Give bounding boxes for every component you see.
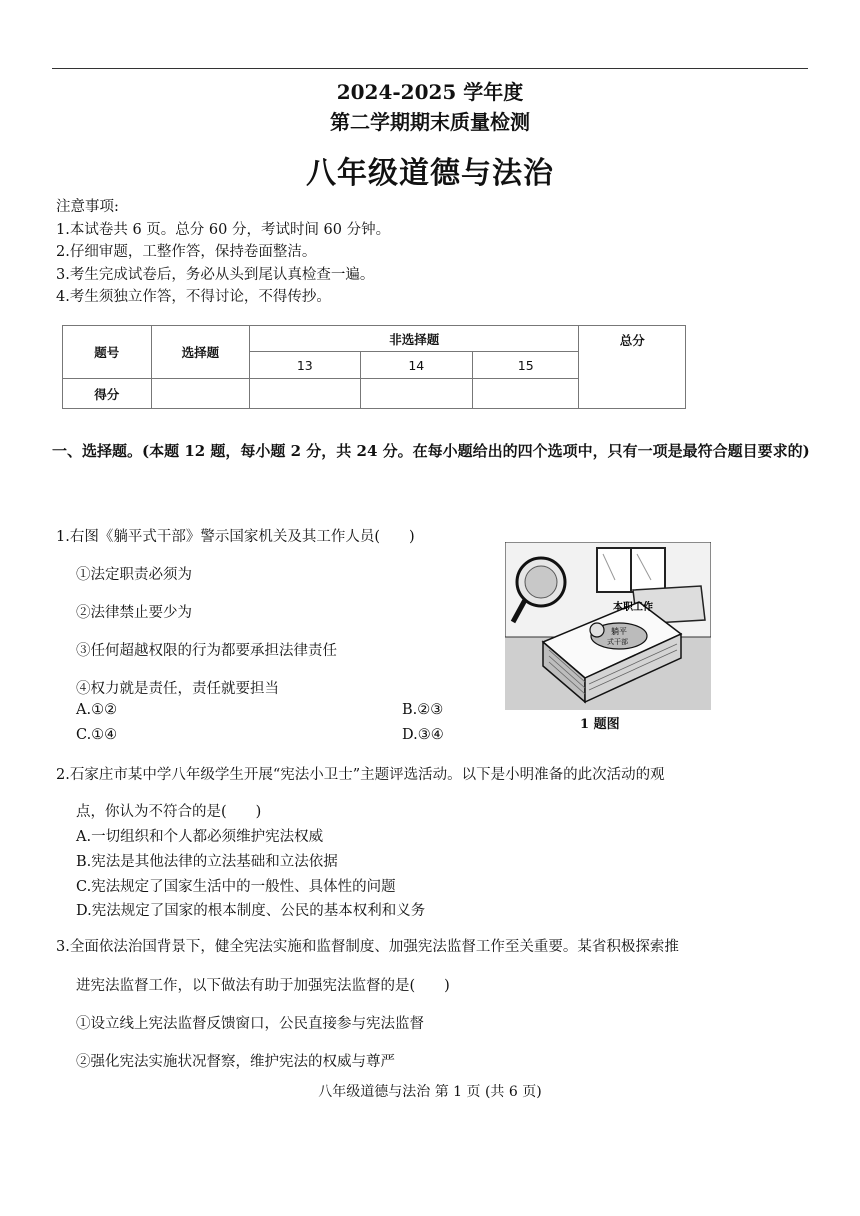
- q1-stem: 1.右图《躺平式干部》警示国家机关及其工作人员( ): [56, 529, 415, 545]
- score-cell-choice[interactable]: [151, 379, 250, 409]
- q2-option-b: B.宪法是其他法律的立法基础和立法依据: [76, 854, 338, 870]
- qnum-header: 题号: [63, 326, 152, 379]
- figure-label-duty: 本职工作: [613, 602, 653, 613]
- q3-stem-line1: 3.全面依法治国背景下，健全宪法实施和监督制度、加强宪法监督工作至关重要。某省积极探索推: [56, 939, 679, 955]
- note-item: 4.考生须独立作答，不得讨论，不得传抄。: [56, 289, 331, 305]
- q1-option-a: A.①②: [76, 702, 118, 718]
- q1-item-3: ③任何超越权限的行为都要承担法律责任: [76, 643, 337, 659]
- subject-title: 八年级道德与法治: [306, 156, 554, 191]
- section-1-title: 一、选择题。(本题 12 题，每小题 2 分，共 24 分。在每小题给出的四个选项中，只有一项是最符合题目要求的): [52, 442, 810, 460]
- score-cell-15[interactable]: [473, 379, 579, 409]
- page-footer: 八年级道德与法治 第 1 页 (共 6 页): [318, 1084, 542, 1100]
- q2-option-c: C.宪法规定了国家生活中的一般性、具体性的问题: [76, 879, 396, 895]
- score-cell-14[interactable]: [360, 379, 472, 409]
- q1-option-d: D.③④: [402, 727, 444, 743]
- figure-label-lying: 躺平: [611, 627, 627, 636]
- note-item: 2.仔细审题，工整作答，保持卷面整洁。: [56, 244, 317, 260]
- exam-title: 第二学期期末质量检测: [330, 110, 530, 134]
- q3-item-1: ①设立线上宪法监督反馈窗口，公民直接参与宪法监督: [76, 1016, 424, 1032]
- cartoon-figure: [505, 542, 711, 710]
- q1-item-1: ①法定职责必须为: [76, 567, 192, 583]
- q1-option-b: B.②③: [402, 702, 444, 718]
- figure-caption: 1 题图: [580, 717, 620, 732]
- score-cell-13[interactable]: [250, 379, 360, 409]
- q1-item-4: ④权力就是责任，责任就要担当: [76, 681, 279, 697]
- q2-option-d: D.宪法规定了国家的根本制度、公民的基本权利和义务: [76, 903, 426, 919]
- q3-item-2: ②强化宪法实施状况督察，维护宪法的权威与尊严: [76, 1054, 395, 1070]
- notes-title: 注意事项:: [56, 199, 119, 215]
- nonchoice-header: 非选择题: [250, 326, 579, 352]
- q1-item-2: ②法律禁止要少为: [76, 605, 192, 621]
- notes: [56, 196, 390, 309]
- q3-stem-line2: 进宪法监督工作，以下做法有助于加强宪法监督的是( ): [76, 978, 450, 994]
- note-item: 3.考生完成试卷后，务必从头到尾认真检查一遍。: [56, 266, 375, 283]
- score-row-label: 得分: [63, 379, 152, 409]
- note-item: 1.本试卷共 6 页。总分 60 分，考试时间 60 分钟。: [56, 221, 391, 238]
- q1-option-c: C.①④: [76, 727, 118, 743]
- top-rule: [52, 68, 808, 69]
- figure-label-cadre: 式干部: [607, 638, 628, 646]
- choice-header: 选择题: [151, 326, 250, 379]
- col-13: 13: [250, 352, 360, 379]
- score-table: [62, 325, 686, 409]
- school-year: 2024-2025 学年度: [336, 80, 524, 104]
- total-header: 总分: [579, 326, 686, 409]
- col-15: 15: [473, 352, 579, 379]
- q2-option-a: A.一切组织和个人都必须维护宪法权威: [76, 829, 324, 845]
- q2-stem-line1: 2.石家庄市某中学八年级学生开展“宪法小卫士”主题评选活动。以下是小明准备的此次活动的观: [56, 767, 665, 783]
- q2-stem-line2: 点，你认为不符合的是( ): [76, 804, 262, 820]
- col-14: 14: [360, 352, 472, 379]
